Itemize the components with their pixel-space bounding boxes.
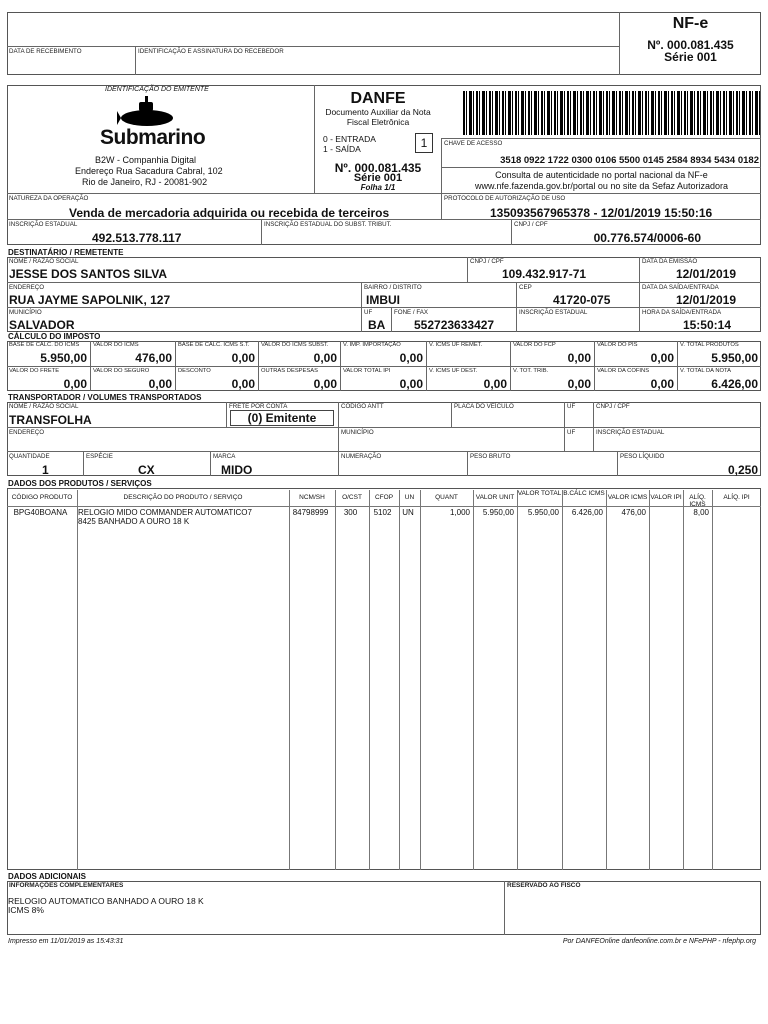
danfe-folha: Folha 1/1 xyxy=(360,183,396,192)
imposto-label: VALOR DO FCP xyxy=(513,342,556,348)
transp-bruto-cell: PESO BRUTO xyxy=(467,451,617,476)
imposto-cell xyxy=(340,341,426,366)
imposto-cell xyxy=(90,366,175,391)
column-divider xyxy=(420,490,421,870)
imposto-label: VALOR DO ICMS SUBST. xyxy=(261,342,329,348)
dest-emissao-cell: DATA DA EMISSÃO 12/01/2019 xyxy=(639,257,761,282)
column-divider xyxy=(517,490,518,870)
column-divider xyxy=(683,490,684,870)
transp-especie: CX xyxy=(138,463,155,477)
dest-cpf: 109.432.917-71 xyxy=(502,267,587,281)
transp-numeracao-cell: NUMERAÇÃO xyxy=(338,451,467,476)
produtos-column-header: ALÍQ. IPI xyxy=(723,494,750,501)
footer-right: Por DANFEOnline danfeonline.com.br e NFePHP - nfephp.org xyxy=(562,938,756,945)
emitente-endereco: Endereço Rua Sacadura Cabral, 102 xyxy=(75,166,223,176)
imposto-cell xyxy=(510,366,594,391)
ie-st-cell: INSCRIÇÃO ESTADUAL DO SUBST. TRIBUT. xyxy=(261,219,511,245)
column-divider xyxy=(562,490,563,870)
imposto-value: 0,00 xyxy=(313,351,337,365)
submarine-icon xyxy=(117,96,177,128)
imposto-value: 0,00 xyxy=(231,377,255,391)
transp-placa-cell: PLACA DO VEÍCULO xyxy=(451,402,564,427)
recebimento-cell: DATA DE RECEBIMENTO xyxy=(7,46,135,75)
info-complementares: INFORMAÇÕES COMPLEMENTARES RELOGIO AUTOMATICO BANHADO A OURO 18 K ICMS 8% xyxy=(8,882,204,915)
column-divider xyxy=(77,490,78,870)
cnpj-emit-value: 00.776.574/0006-60 xyxy=(593,231,701,245)
column-divider xyxy=(335,490,336,870)
danfe-sub1: Documento Auxiliar da Nota xyxy=(325,107,431,117)
imposto-label: OUTRAS DESPESAS xyxy=(261,368,319,374)
emitente-cidade: Rio de Janeiro, RJ - 20081-902 xyxy=(82,177,208,187)
imposto-value: 476,00 xyxy=(135,351,172,365)
produtos-table xyxy=(7,488,761,870)
transp-nome-cell: NOME / RAZÃO SOCIAL TRANSFOLHA xyxy=(9,403,92,427)
imposto-cell xyxy=(90,341,175,366)
produtos-column-header: VALOR ICMS xyxy=(607,494,648,501)
transp-especie-cell: ESPÉCIE CX xyxy=(83,451,210,476)
transp-municipio-cell: MUNICÍPIO xyxy=(338,427,564,451)
imposto-cell xyxy=(677,341,761,366)
produto-total: 5.950,00 xyxy=(527,508,559,517)
natureza-value: Venda de mercadoria adquirida ou recebida de terceiros xyxy=(69,206,390,220)
imposto-label: V. IMP. IMPORTAÇÃO xyxy=(343,342,401,348)
produtos-column-header: CÓDIGO PRODUTO xyxy=(11,494,73,501)
dest-municipio-cell: MUNICÍPIO SALVADOR xyxy=(7,307,361,332)
canhoto-numero: Nº. 000.081.435 xyxy=(647,38,734,52)
dest-endereco-cell: ENDEREÇO RUA JAYME SAPOLNIK, 127 xyxy=(7,282,361,307)
imposto-cell xyxy=(175,341,258,366)
transp-marca: MIDO xyxy=(221,463,253,477)
transp-ie-cell: INSCRIÇÃO ESTADUAL xyxy=(593,427,761,451)
produto-ncm: 84798999 xyxy=(292,508,329,517)
transp-frete-cell: FRETE POR CONTA (0) Emitente xyxy=(226,402,338,427)
imposto-cell xyxy=(258,341,340,366)
imposto-value: 0,00 xyxy=(483,377,507,391)
imposto-value: 0,00 xyxy=(63,377,87,391)
produto-quant: 1,000 xyxy=(449,508,470,517)
transp-qtd: 1 xyxy=(42,463,49,477)
dest-cep: 41720-075 xyxy=(553,293,611,307)
dest-uf: BA xyxy=(368,318,386,332)
ie-value: 492.513.778.117 xyxy=(92,231,182,245)
danfe-saida: 1 - SAÍDA xyxy=(323,144,361,154)
imposto-cell xyxy=(594,366,677,391)
imposto-title: CÁLCULO DO IMPOSTO xyxy=(8,332,101,341)
transp-frete-box: (0) Emitente xyxy=(230,410,334,426)
barcode xyxy=(463,91,760,135)
produtos-title: DADOS DOS PRODUTOS / SERVIÇOS xyxy=(8,479,152,488)
produto-icms: 476,00 xyxy=(621,508,646,517)
transp-cnpj-cell: CNPJ / CPF xyxy=(593,402,761,427)
imposto-value: 0,00 xyxy=(650,351,674,365)
dest-hora-cell: HORA DA SAÍDA/ENTRADA 15:50:14 xyxy=(639,307,761,332)
dest-cpf-cell: CNPJ / CPF 109.432.917-71 xyxy=(467,257,639,282)
info-line-2: ICMS 8% xyxy=(8,905,44,915)
imposto-value: 0,00 xyxy=(567,351,591,365)
imposto-value: 5.950,00 xyxy=(40,351,87,365)
produtos-column-header: DESCRIÇÃO DO PRODUTO / SERVIÇO xyxy=(123,494,243,501)
column-divider xyxy=(369,490,370,870)
submarino-logo xyxy=(100,96,206,152)
emitente-nome: B2W - Companhia Digital xyxy=(95,155,197,165)
imposto-label: VALOR DO PIS xyxy=(597,342,638,348)
column-divider xyxy=(712,490,713,870)
dest-ie-cell: INSCRIÇÃO ESTADUAL xyxy=(516,307,639,332)
imposto-cell xyxy=(7,341,90,366)
assinatura-cell: IDENTIFICAÇÃO E ASSINATURA DO RECEBEDOR xyxy=(135,46,619,75)
ie-cell: INSCRIÇÃO ESTADUAL 492.513.778.117 xyxy=(7,219,261,245)
danfe-numero: Nº. 000.081.435 xyxy=(334,161,422,175)
dest-fone-cell: FONE / FAX 552723633427 xyxy=(391,307,516,332)
cnpj-emit-cell: CNPJ / CPF 00.776.574/0006-60 xyxy=(511,219,761,245)
consulta-2: www.nfe.fazenda.gov.br/portal ou no site da Sefaz Autorizadora xyxy=(475,181,728,191)
transp-endereco-cell: ENDEREÇO xyxy=(7,427,338,451)
imposto-label: VALOR TOTAL IPI xyxy=(343,368,391,374)
column-divider xyxy=(399,490,400,870)
produtos-column-header: VALOR UNIT xyxy=(475,494,515,501)
footer-left: Impresso em 11/01/2019 as 15:43:31 xyxy=(8,938,124,945)
imposto-value: 6.426,00 xyxy=(711,377,758,391)
produtos-header-line xyxy=(7,506,761,507)
produto-bc: 6.426,00 xyxy=(571,508,603,517)
produto-unit: 5.950,00 xyxy=(482,508,514,517)
imposto-value: 0,00 xyxy=(313,377,337,391)
protocolo-cell: PROTOCOLO DE AUTORIZAÇÃO DE USO 135093567965378 - 12/01/2019 15:50:16 xyxy=(441,193,761,219)
imposto-value: 0,00 xyxy=(231,351,255,365)
danfe-entrada: 0 - ENTRADA xyxy=(323,134,376,144)
dest-bairro: IMBUI xyxy=(366,293,400,307)
column-divider xyxy=(606,490,607,870)
imposto-value: 0,00 xyxy=(567,377,591,391)
dest-endereco: RUA JAYME SAPOLNIK, 127 xyxy=(9,293,171,307)
danfe-serie: Série 001 xyxy=(353,172,403,184)
natureza-cell: NATUREZA DA OPERAÇÃO Venda de mercadoria adquirida ou recebida de terceiros xyxy=(7,193,441,219)
transp-liquido: 0,250 xyxy=(727,463,758,477)
transp-uf-cell: UF xyxy=(564,402,593,427)
dest-fone: 552723633427 xyxy=(414,318,495,332)
column-divider xyxy=(649,490,650,870)
dest-municipio: SALVADOR xyxy=(9,318,75,332)
imposto-cell xyxy=(175,366,258,391)
canhoto-nfe xyxy=(619,12,761,75)
produto-cfop: 5102 xyxy=(373,508,392,517)
imposto-cell xyxy=(426,341,510,366)
danfe-tipo-box: 1 xyxy=(415,133,433,153)
imposto-label: V. ICMS UF DEST. xyxy=(429,368,478,374)
imposto-value: 0,00 xyxy=(148,377,172,391)
dest-uf-cell: UF BA xyxy=(361,307,391,332)
imposto-label: V. TOTAL DA NOTA xyxy=(680,368,732,374)
produtos-column-header: ALÍQ. ICMS xyxy=(689,494,706,508)
dest-nome: JESSE DOS SANTOS SILVA xyxy=(9,267,168,281)
imposto-label: DESCONTO xyxy=(178,368,211,374)
produtos-column-header: VALOR IPI xyxy=(650,494,682,501)
imposto-cell xyxy=(426,366,510,391)
transp-liquido-cell: PESO LÍQUIDO 0,250 xyxy=(617,451,761,476)
emitente-label: IDENTIFICAÇÃO DO EMITENTE xyxy=(105,86,209,93)
column-divider xyxy=(473,490,474,870)
transp-uf2-cell: UF xyxy=(564,427,593,451)
dest-emissao: 12/01/2019 xyxy=(675,267,736,281)
produtos-column-header: QUANT xyxy=(435,494,458,501)
danfe-box xyxy=(314,85,441,193)
produtos-column-header: CFOP xyxy=(374,494,394,501)
imposto-cell xyxy=(7,366,90,391)
transp-marca-cell: MARCA MIDO xyxy=(210,451,338,476)
dest-saida: 12/01/2019 xyxy=(675,293,736,307)
destinatario-title: DESTINATÁRIO / REMETENTE xyxy=(8,248,124,257)
chave-value: 3518 0922 1722 0300 0106 5500 0145 2584 8934 5434 0182 xyxy=(500,155,759,166)
transp-nome: TRANSFOLHA xyxy=(9,413,92,427)
produtos-column-header: UN xyxy=(404,494,415,501)
imposto-value: 0,00 xyxy=(650,377,674,391)
canhoto-serie: Série 001 xyxy=(664,50,717,64)
produtos-column-header: O/CST xyxy=(342,494,362,501)
produto-descricao: RELOGIO MIDO COMMANDER AUTOMATICO7 xyxy=(78,508,252,517)
imposto-value: 0,00 xyxy=(399,351,423,365)
imposto-label: VALOR DO FRETE xyxy=(9,368,60,374)
imposto-cell xyxy=(594,341,677,366)
dest-cep-cell: CEP 41720-075 xyxy=(516,282,639,307)
produtos-column-header: B.CÁLC ICMS xyxy=(563,490,605,497)
reservado-fisco: RESERVADO AO FISCO xyxy=(504,881,761,935)
consulta-cell xyxy=(441,167,761,193)
imposto-cell xyxy=(510,341,594,366)
nfe-title: NF-e xyxy=(672,15,709,32)
produtos-column-header: VALOR TOTAL xyxy=(517,490,562,497)
imposto-label: BASE DE CÁLC. DO ICMS xyxy=(9,342,80,348)
adicionais-title: DADOS ADICIONAIS xyxy=(8,872,86,881)
produto-codigo: BPG40BOANA xyxy=(13,508,68,517)
imposto-label: VALOR DO SEGURO xyxy=(93,368,150,374)
dest-saida-cell: DATA DA SAÍDA/ENTRADA 12/01/2019 xyxy=(639,282,761,307)
imposto-label: V. TOTAL PRODUTOS xyxy=(680,342,739,348)
produtos-column-header: NCM/SH xyxy=(299,494,325,501)
consulta-1: Consulta de autenticidade no portal nacional da NF-e xyxy=(495,170,708,180)
dest-hora: 15:50:14 xyxy=(682,318,731,332)
transporte-title: TRANSPORTADOR / VOLUMES TRANSPORTADOS xyxy=(8,393,202,402)
imposto-label: BASE DE CÁLC. ICMS S.T. xyxy=(178,342,250,348)
danfe-title: DANFE xyxy=(350,90,406,107)
imposto-cell xyxy=(340,366,426,391)
imposto-label: VALOR DA COFINS xyxy=(597,368,650,374)
imposto-value: 5.950,00 xyxy=(711,351,758,365)
danfe-sub2: Fiscal Eletrônica xyxy=(346,117,410,127)
imposto-label: V. TOT. TRIB. xyxy=(513,368,549,374)
info-line-1: RELOGIO AUTOMATICO BANHADO A OURO 18 K xyxy=(8,896,204,906)
column-divider xyxy=(289,490,290,870)
imposto-cell xyxy=(258,366,340,391)
dest-bairro-cell: BAIRRO / DISTRITO IMBUI xyxy=(361,282,516,307)
chave-cell: CHAVE DE ACESSO 3518 0922 1722 0300 0106 5500 0145 2584 8934 5434 0182 xyxy=(441,138,761,167)
protocolo-value: 135093567965378 - 12/01/2019 15:50:16 xyxy=(490,206,713,220)
logo-text: Submarino xyxy=(100,126,206,149)
transp-qtd-cell: QUANTIDADE 1 xyxy=(7,451,83,476)
imposto-label: VALOR DO ICMS xyxy=(93,342,139,348)
produto-un: UN xyxy=(402,508,414,517)
produto-descricao: 8425 BANHADO A OURO 18 K xyxy=(78,517,190,526)
imposto-label: V. ICMS UF REMET. xyxy=(429,342,483,348)
dest-nome-cell: NOME / RAZÃO SOCIAL JESSE DOS SANTOS SILVA xyxy=(9,258,168,281)
imposto-value: 0,00 xyxy=(399,377,423,391)
produto-aliq_icms: 8,00 xyxy=(693,508,709,517)
imposto-cell xyxy=(677,366,761,391)
produto-cst: 300 xyxy=(343,508,358,517)
transp-antt-cell: CÓDIGO ANTT xyxy=(338,402,451,427)
